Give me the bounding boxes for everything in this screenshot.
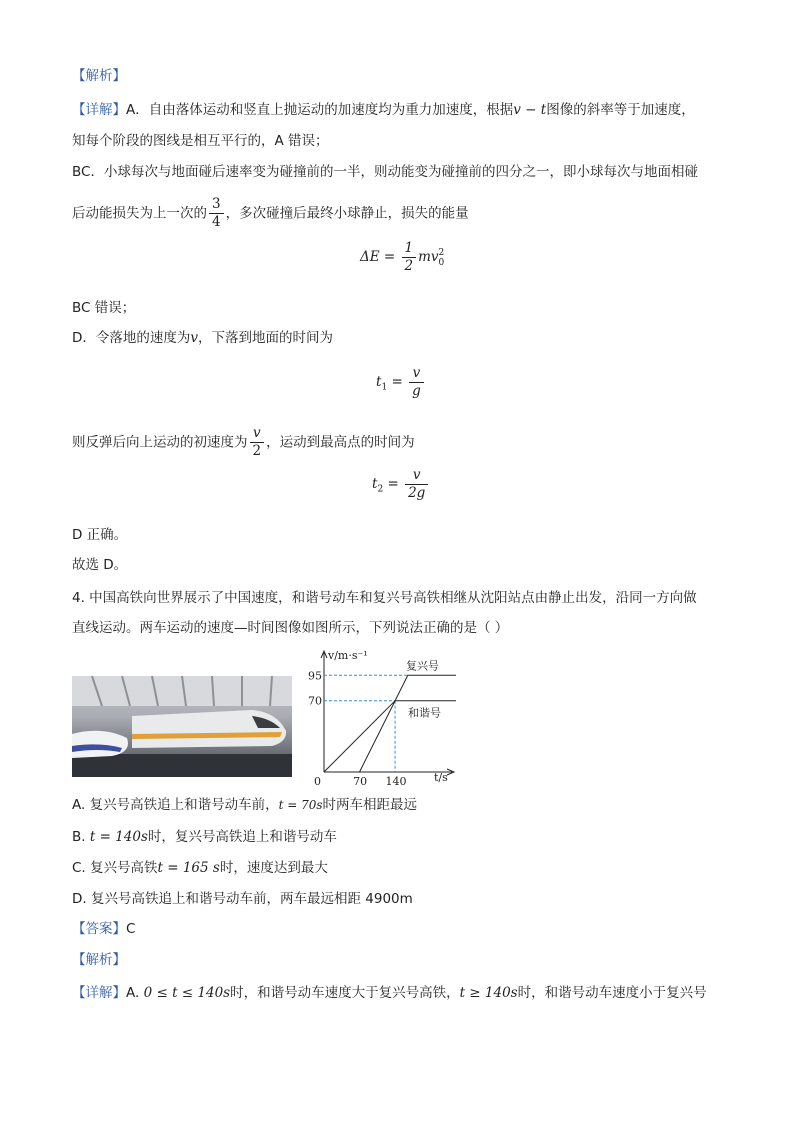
- detail-line-2: 知每个阶段的图线是相互平行的，A 错误；: [72, 133, 329, 149]
- subscript: 1: [381, 382, 388, 393]
- detail-line-bc: BC．小球每次与地面碰后速率变为碰撞前的一半，则动能变为碰撞前的四分之一，即小球每次与地面相碰: [72, 164, 698, 180]
- denominator: 2: [252, 443, 262, 459]
- option-text: C. 复兴号高铁: [72, 860, 158, 876]
- text: ，多次碰撞后最终小球静止，损失的能量: [225, 205, 469, 222]
- train-photo: [72, 676, 292, 777]
- subscript: 2: [377, 484, 384, 495]
- denominator: 2: [404, 258, 414, 274]
- analysis-tag: 【解析】: [72, 68, 126, 84]
- answer-tag: 【答案】: [72, 921, 126, 937]
- fuxing-train-body: [132, 710, 286, 748]
- math-var: v: [190, 330, 199, 346]
- text: A．自由落体运动和竖直上抛运动的加速度均为重力加速度，根据: [126, 102, 514, 118]
- option-text: B.: [72, 829, 90, 845]
- option-b[interactable]: [72, 827, 337, 847]
- question-4-line-1: 4. 中国高铁向世界展示了中国速度，和谐号动车和复兴号高铁相继从沈阳站点由静止出发，沿同一方向做: [72, 590, 697, 606]
- vt-chart: [306, 645, 456, 785]
- series-label-2: 和谐号: [408, 706, 441, 720]
- option-d[interactable]: D. 复兴号高铁追上和谐号动车前，两车最远相距 4900m: [72, 891, 413, 907]
- x-axis-label: t/s: [434, 771, 448, 784]
- fraction: [250, 425, 265, 460]
- answer-value: C: [126, 921, 136, 937]
- fraction: [405, 467, 428, 502]
- denominator: g: [412, 383, 421, 399]
- y-axis-label: v/m·s⁻¹: [328, 649, 368, 662]
- option-math: t = 70s: [278, 798, 323, 812]
- detail-line-q4: [72, 983, 707, 1003]
- numerator: 1: [402, 240, 417, 258]
- numerator: v: [250, 425, 265, 443]
- train-photo-drawing: [72, 676, 292, 777]
- text: 时，和谐号动车速度大于复兴号高铁，: [230, 985, 460, 1001]
- math-lhs: t: [372, 476, 378, 492]
- math-lhs: ΔE =: [360, 249, 400, 265]
- option-c[interactable]: [72, 858, 328, 878]
- math-op: −: [520, 102, 541, 118]
- option-text: 时，速度达到最大: [219, 860, 328, 876]
- math-var: t: [540, 102, 547, 118]
- text: 则反弹后向上运动的初速度为: [72, 434, 248, 451]
- math-lhs: t: [376, 374, 382, 390]
- detail-line-d: [72, 328, 333, 348]
- choice-line: 故选 D。: [72, 557, 128, 573]
- y-tick-label-95: 95: [308, 669, 322, 683]
- x-tick-label-0: 0: [314, 775, 321, 785]
- detail-tag: 【详解】: [72, 985, 126, 1001]
- text: ，下落到地面的时间为: [198, 330, 334, 346]
- series-line-1: [360, 675, 457, 772]
- x-tick-label-70: 70: [353, 775, 368, 785]
- equation-t1: [376, 365, 426, 400]
- detail-tag: 【详解】: [72, 102, 126, 118]
- question-4-line-2: 直线运动。两车运动的速度—时间图像如图所示，下列说法正确的是（ ）: [72, 620, 509, 636]
- option-a[interactable]: [72, 795, 417, 815]
- text: 后动能损失为上一次的: [72, 205, 207, 222]
- detail-line-bc-2: [72, 196, 469, 231]
- track-bed: [72, 754, 292, 777]
- detail-line-bc-conclusion: BC 错误；: [72, 300, 136, 316]
- detail-line-d-conclusion: D 正确。: [72, 527, 128, 543]
- option-math: t = 165 s: [157, 860, 220, 876]
- superscript: 2: [438, 247, 445, 258]
- series-label-1: 复兴号: [406, 659, 439, 673]
- option-text: 时，复兴号高铁追上和谐号动车: [147, 829, 337, 845]
- text: D．令落地的速度为: [72, 330, 191, 346]
- math-expr: t ≥ 140s: [459, 985, 518, 1001]
- text: 图像的斜率等于加速度，: [546, 102, 695, 118]
- answer-line: [72, 919, 135, 939]
- chart-plot-area: [308, 651, 456, 785]
- option-math: t = 140s: [89, 829, 148, 845]
- numerator: 3: [209, 196, 224, 214]
- text: 时，和谐号动车速度小于复兴号: [517, 985, 707, 1001]
- equation-energy: [360, 240, 444, 275]
- text: ，运动到最高点的时间为: [266, 434, 415, 451]
- subscript: 0: [438, 257, 445, 268]
- sub-sup: [439, 248, 445, 268]
- fraction: [209, 196, 224, 231]
- fraction: [402, 240, 417, 275]
- denominator: 4: [212, 214, 221, 230]
- denominator: 2g: [408, 485, 426, 501]
- math-expr: 0 ≤ t ≤ 140s: [143, 985, 231, 1001]
- numerator: v: [409, 365, 424, 383]
- text: A.: [126, 985, 144, 1001]
- detail-line-1: [72, 100, 695, 120]
- y-tick-label-70: 70: [308, 694, 322, 708]
- math-rhs: mv: [418, 249, 439, 265]
- math-var: v: [513, 102, 521, 118]
- detail-line-d-2: [72, 425, 415, 460]
- math-op: =: [387, 374, 408, 390]
- option-text: 时两车相距最远: [322, 797, 418, 813]
- hexie-train-nose: [72, 731, 128, 758]
- equation-t2: [372, 467, 430, 502]
- x-tick-label-140: 140: [385, 775, 407, 785]
- fraction: [409, 365, 424, 400]
- numerator: v: [405, 467, 428, 485]
- analysis-tag-2: 【解析】: [72, 952, 126, 968]
- option-text: A. 复兴号高铁追上和谐号动车前，: [72, 797, 279, 813]
- math-op: =: [383, 476, 404, 492]
